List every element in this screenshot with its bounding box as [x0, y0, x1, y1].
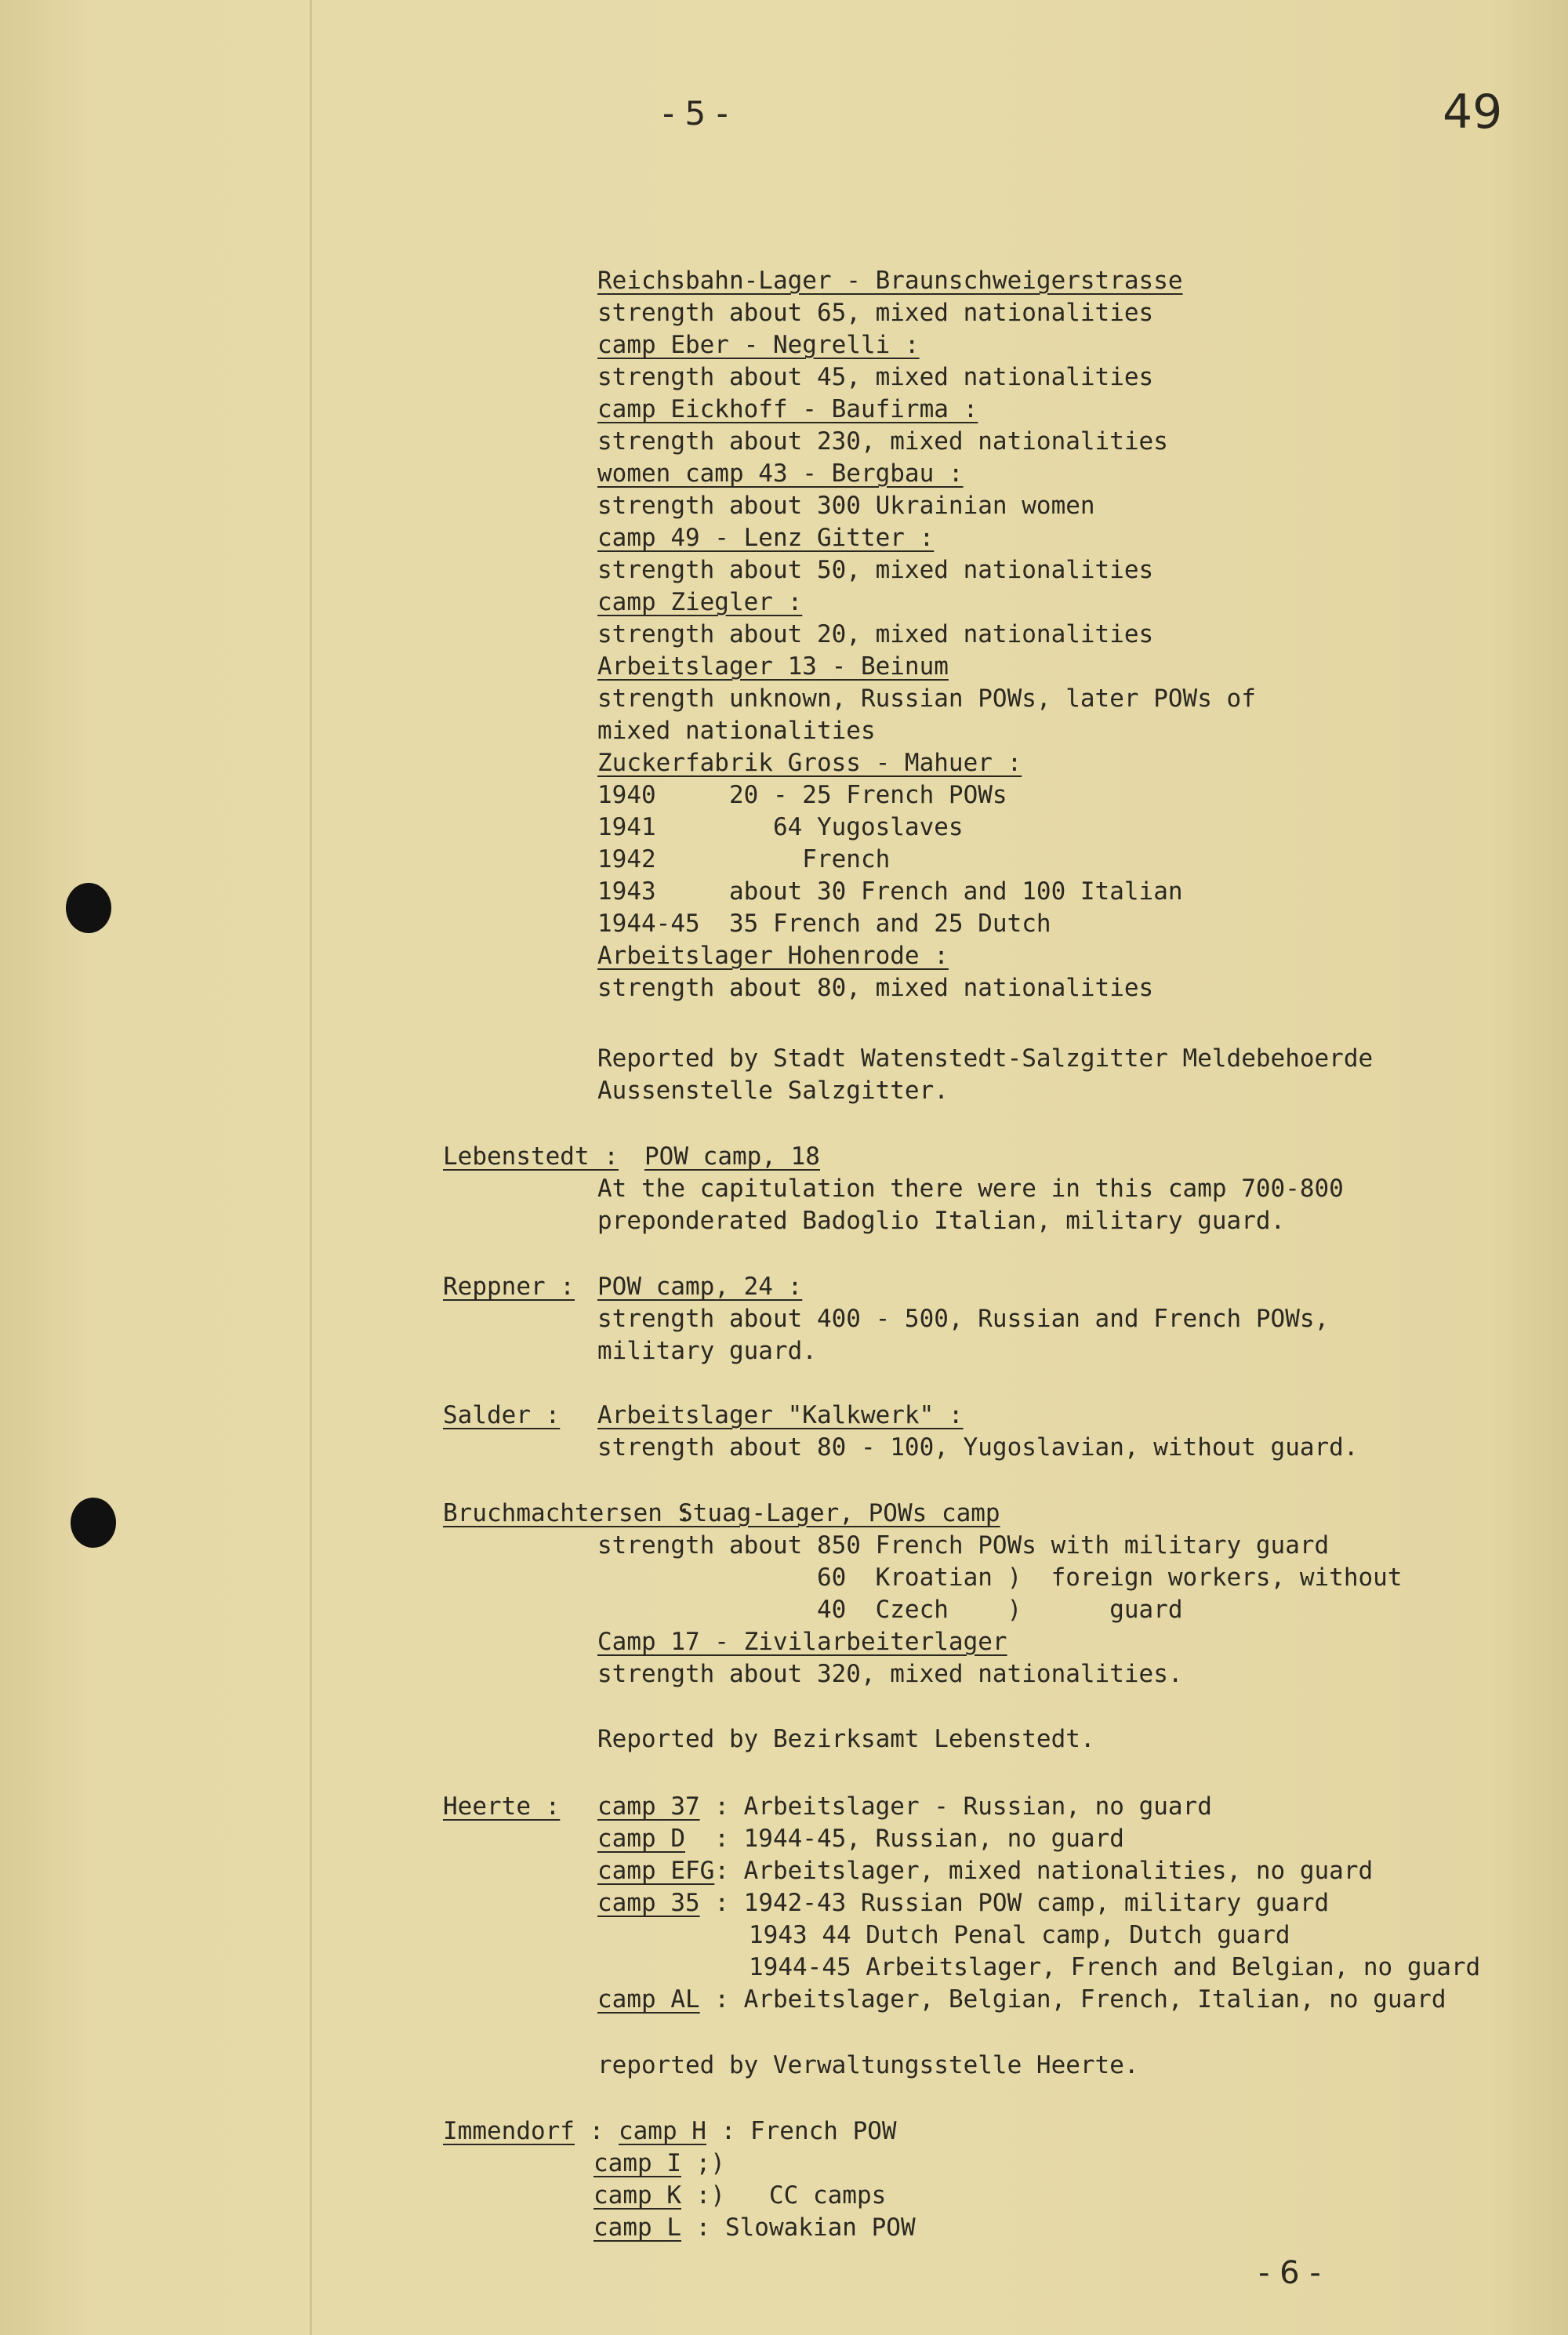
folio-number: 49 [1443, 85, 1503, 140]
block1-line: camp Ziegler : [597, 588, 803, 616]
block1-line: Arbeitslager Hohenrode : [597, 942, 949, 970]
camp-name: Stuag-Lager, POWs camp [678, 1499, 1000, 1527]
block1-line: mixed nationalities [597, 717, 876, 745]
block1-line: Zuckerfabrik Gross - Mahuer : [597, 749, 1022, 777]
punch-hole-top [66, 883, 111, 933]
heerte-row: 1944-45 Arbeitslager, French and Belgian, no guard [749, 1953, 1481, 1981]
place-salder: Salder : [443, 1401, 561, 1429]
block1-line: 1942 French [597, 845, 891, 873]
entry-line: 40 Czech ) guard [597, 1596, 1183, 1624]
block1-line: camp Eickhoff - Baufirma : [597, 395, 978, 423]
block1-line: women camp 43 - Bergbau : [597, 459, 964, 488]
entry-line: strength about 850 French POWs with military guard [597, 1531, 1330, 1560]
block1-line: strength about 230, mixed nationalities [597, 427, 1168, 456]
block1-line: 1943 about 30 French and 100 Italian [597, 877, 1183, 906]
entry-line: 60 Kroatian ) foreign workers, without [597, 1563, 1403, 1592]
block1-line: 1940 20 - 25 French POWs [597, 781, 1007, 809]
report-line: Reported by Bezirksamt Lebenstedt. [597, 1725, 1095, 1753]
page-marker: - 5 - [662, 94, 728, 133]
punch-hole-bottom [71, 1498, 116, 1548]
place-immendorf: Immendorf : camp H : French POW [443, 2117, 897, 2145]
camp-name: Camp 17 - Zivilarbeiterlager [597, 1628, 1007, 1656]
place-bruchmachtersen: Bruchmachtersen : [443, 1499, 692, 1527]
paper-fold [310, 0, 312, 2335]
block1-line: 1941 64 Yugoslaves [597, 813, 964, 841]
block1-line: 1944-45 35 French and 25 Dutch [597, 910, 1051, 938]
immendorf-row: camp L : Slowakian POW [593, 2213, 916, 2242]
heerte-row: camp EFG: Arbeitslager, mixed nationalities, no guard [597, 1857, 1374, 1885]
report-line: Reported by Stadt Watenstedt-Salzgitter Meldebehoerde [597, 1044, 1374, 1073]
report-line: reported by Verwaltungsstelle Heerte. [597, 2051, 1139, 2079]
block1-line: strength about 45, mixed nationalities [597, 363, 1154, 391]
entry-line: preponderated Badoglio Italian, military guard. [597, 1207, 1286, 1235]
place-reppner: Reppner : [443, 1273, 575, 1301]
block1-line: camp 49 - Lenz Gitter : [597, 524, 935, 552]
camp-name: POW camp, 24 : [597, 1273, 803, 1301]
block1-line: Reichsbahn-Lager - Braunschweigerstrasse [597, 267, 1183, 295]
place-lebenstedt: Lebenstedt : [443, 1142, 619, 1171]
entry-line: strength about 80 - 100, Yugoslavian, without guard. [597, 1433, 1359, 1462]
block1-line: strength unknown, Russian POWs, later POWs of [597, 685, 1256, 713]
heerte-row: camp 37 : Arbeitslager - Russian, no guard [597, 1792, 1212, 1821]
camp-name: Arbeitslager "Kalkwerk" : [597, 1401, 964, 1429]
report-line: Aussenstelle Salzgitter. [597, 1077, 949, 1105]
heerte-row: camp 35 : 1942-43 Russian POW camp, military guard [597, 1889, 1330, 1917]
place-heerte: Heerte : [443, 1792, 561, 1821]
entry-line: strength about 400 - 500, Russian and French POWs, [597, 1305, 1330, 1333]
block1-line: strength about 50, mixed nationalities [597, 556, 1154, 584]
entry-line: strength about 320, mixed nationalities. [597, 1660, 1183, 1688]
block1-line: strength about 80, mixed nationalities [597, 974, 1154, 1002]
next-page-marker: - 6 - [1258, 2255, 1321, 2291]
block1-line: camp Eber - Negrelli : [597, 331, 920, 359]
block1-line: strength about 20, mixed nationalities [597, 620, 1154, 648]
immendorf-row: camp K :) CC camps [593, 2181, 887, 2210]
entry-line: military guard. [597, 1337, 817, 1365]
immendorf-row: camp I ;) [593, 2149, 725, 2177]
heerte-row: camp D : 1944-45, Russian, no guard [597, 1825, 1124, 1853]
heerte-row: camp AL : Arbeitslager, Belgian, French, Italian, no guard [597, 1985, 1446, 2014]
block1-line: strength about 300 Ukrainian women [597, 492, 1095, 520]
block1-line: Arbeitslager 13 - Beinum [597, 652, 949, 681]
camp-name: POW camp, 18 [644, 1142, 820, 1171]
heerte-row: 1943 44 Dutch Penal camp, Dutch guard [749, 1921, 1290, 1949]
entry-line: At the capitulation there were in this camp 700-800 [597, 1175, 1344, 1203]
block1-line: strength about 65, mixed nationalities [597, 299, 1154, 327]
